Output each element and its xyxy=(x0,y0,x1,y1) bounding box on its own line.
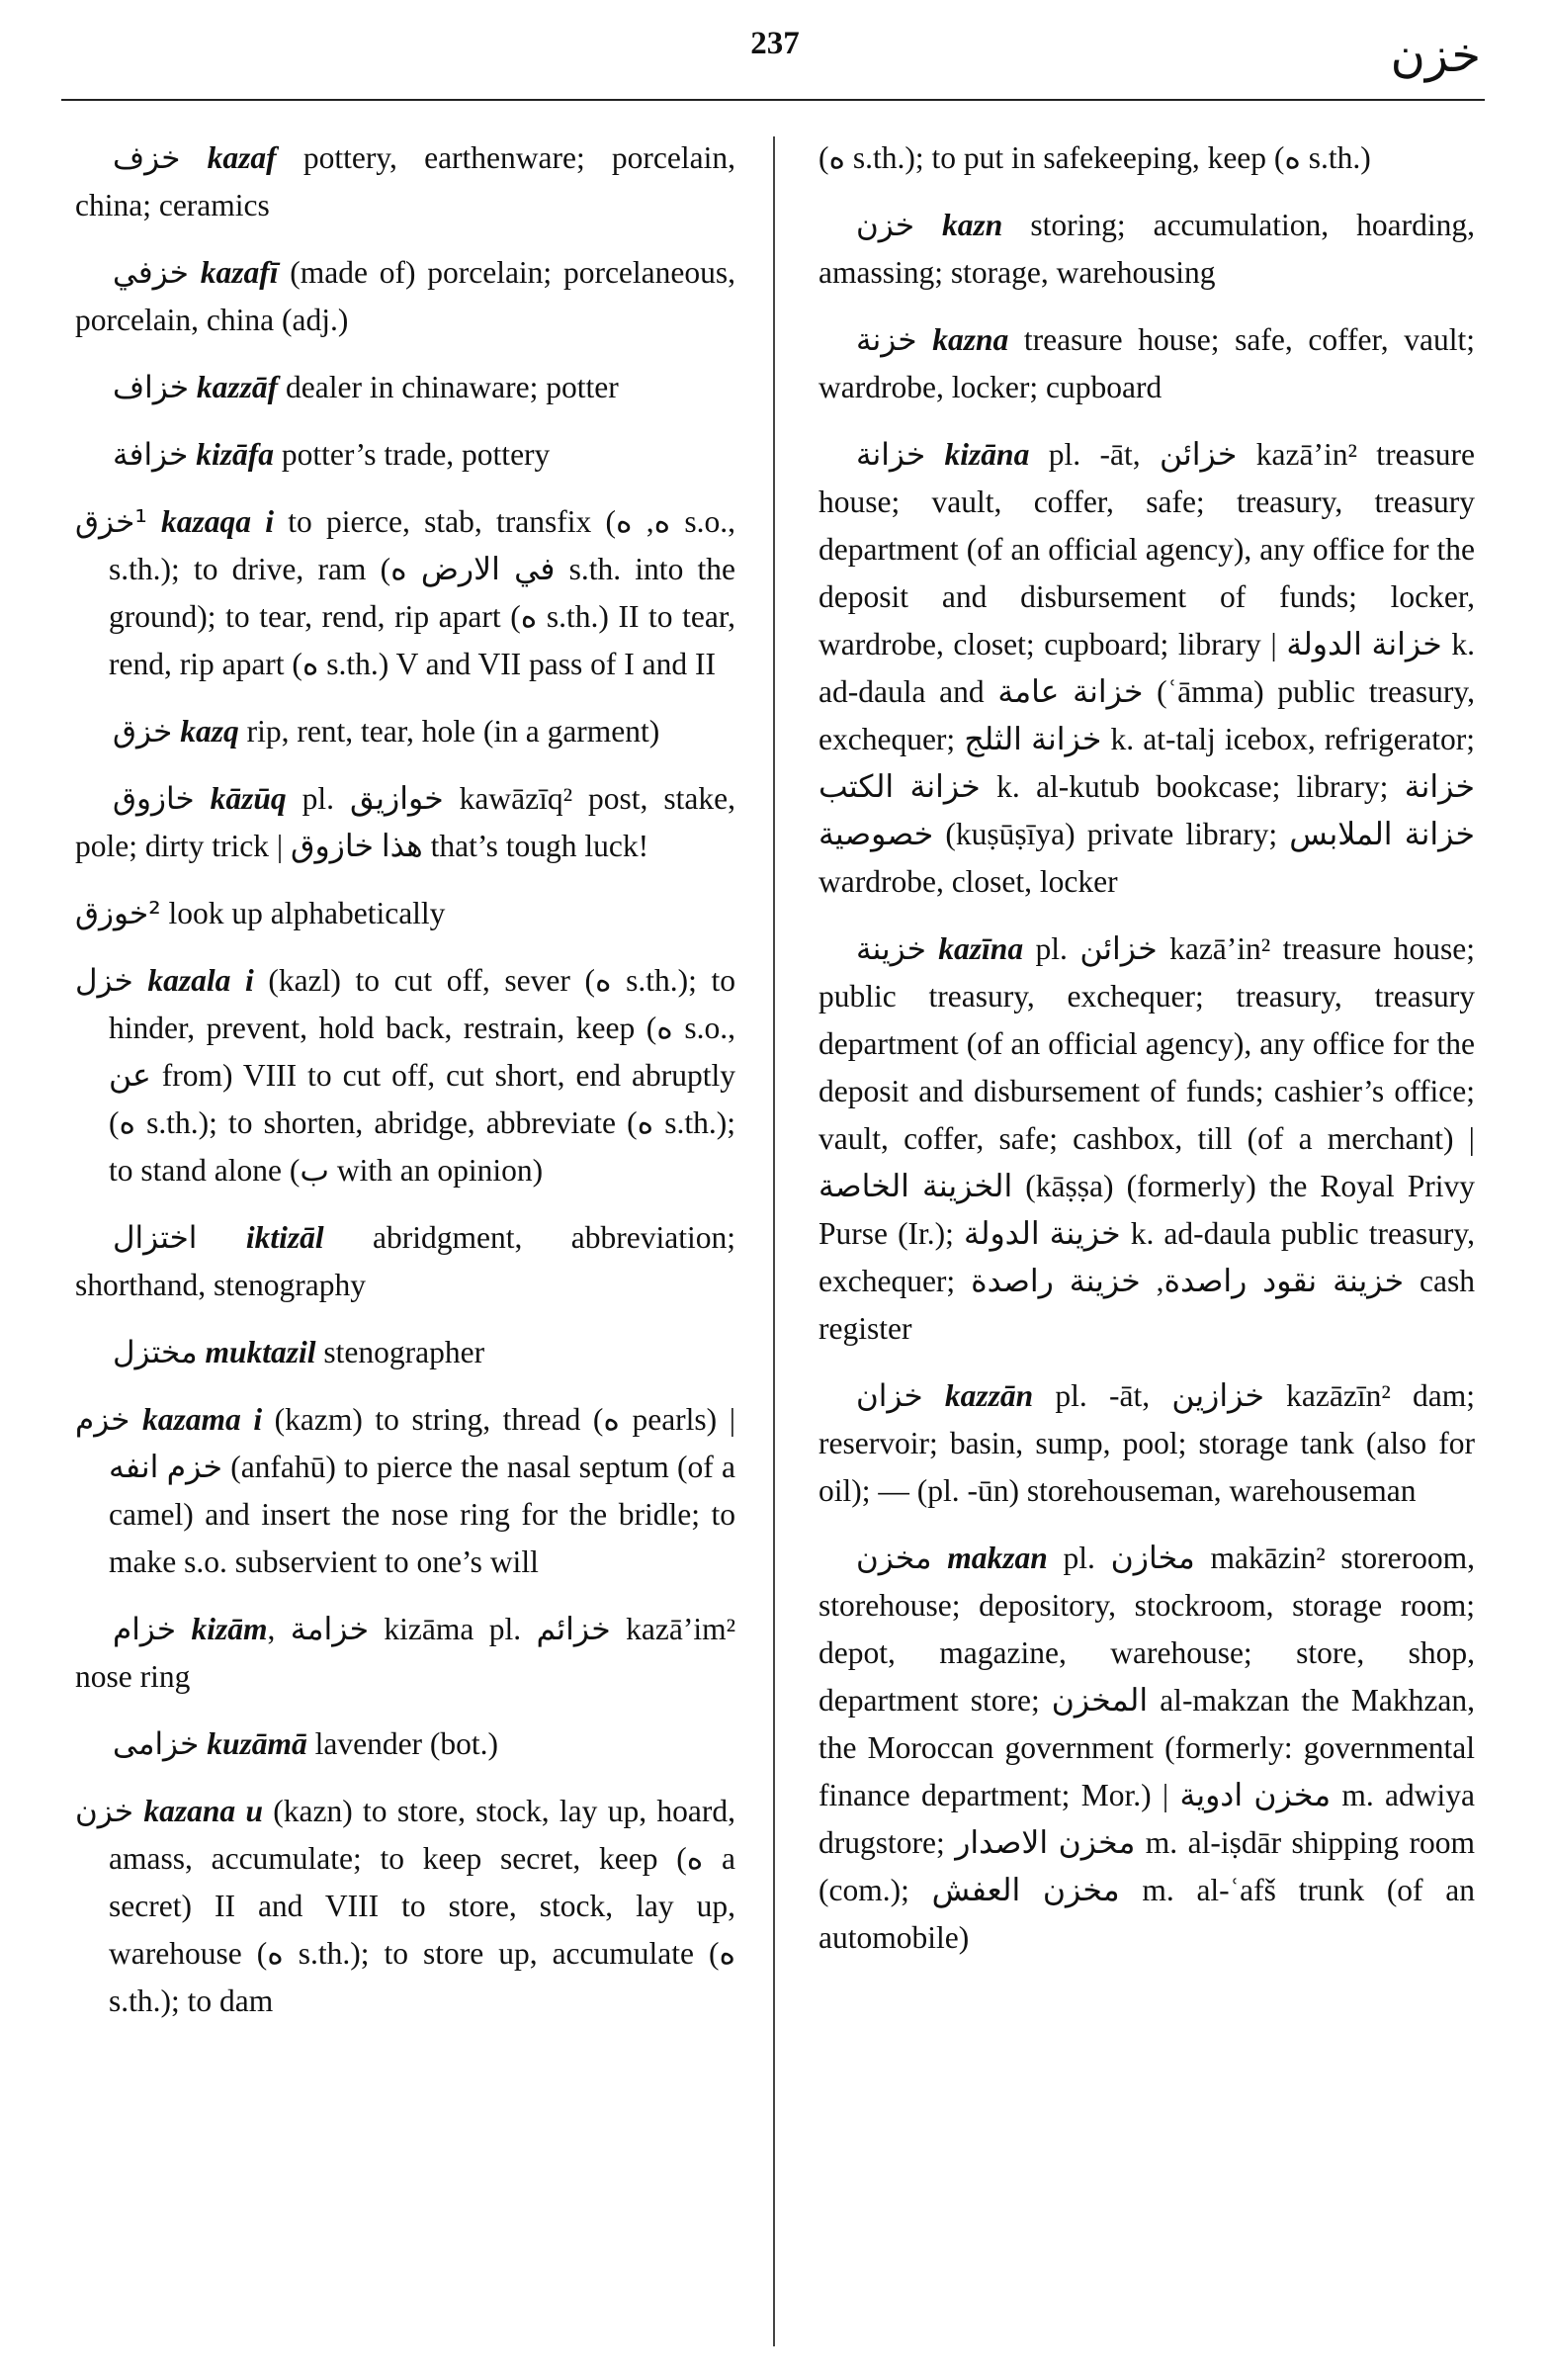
arabic-headword: خزنة xyxy=(856,322,917,358)
right-column xyxy=(818,134,1475,1982)
definition-text: treasure house; safe, coffer, vault; wardrobe, locker; cupboard xyxy=(818,322,1475,404)
arabic-headword: خزفي xyxy=(113,255,189,291)
arabic-headword: خزف xyxy=(113,140,181,176)
definition-text: storing; accumulation, hoarding, amassing; storage, warehousing xyxy=(818,208,1475,290)
arabic-headword: مختزل xyxy=(113,1335,198,1370)
transliteration: muktazil xyxy=(205,1335,316,1369)
arabic-headword: ¹خزق xyxy=(75,504,147,540)
transliteration: kāzūq xyxy=(210,781,287,816)
transliteration: kazaqa i xyxy=(161,504,275,539)
arabic-headword: مخزن xyxy=(856,1541,932,1576)
transliteration: kazn xyxy=(942,208,1003,242)
transliteration: kizām xyxy=(191,1612,268,1646)
dictionary-entry xyxy=(818,134,1475,182)
dictionary-entry xyxy=(818,316,1475,411)
definition-text: (kazn) to store, stock, lay up, hoard, amass, accumulate; to keep secret, keep (ه a secret) II and VIII to store, stock, lay up, warehouse (ه s.th.); to store up, accumulate (ه s.th.); to dam xyxy=(109,1794,736,2018)
transliteration: iktizāl xyxy=(245,1220,324,1255)
dictionary-entry xyxy=(818,1372,1475,1515)
transliteration: kazala i xyxy=(147,963,254,998)
arabic-headword: خزل xyxy=(75,963,133,999)
dictionary-entry xyxy=(75,431,735,479)
definition-text: rip, rent, tear, hole (in a garment) xyxy=(238,714,660,749)
definition-text: stenographer xyxy=(315,1335,485,1369)
dictionary-entry xyxy=(75,957,735,1194)
arabic-headword: خزافة xyxy=(113,437,189,473)
arabic-headword: خزانة xyxy=(856,437,926,473)
transliteration: kazq xyxy=(180,714,239,749)
dictionary-entry xyxy=(818,1535,1475,1962)
dictionary-entry xyxy=(75,708,735,755)
dictionary-entry xyxy=(75,1214,735,1309)
definition-text: look up alphabetically xyxy=(168,896,446,930)
arabic-headword: خزام xyxy=(113,1612,177,1647)
arabic-headword: خزم xyxy=(75,1402,130,1438)
dictionary-entry xyxy=(75,1606,735,1701)
dictionary-entry xyxy=(75,1329,735,1376)
definition-text: (ه s.th.); to put in safekeeping, keep (ه s.th.) xyxy=(818,140,1371,175)
arabic-headword: خزان xyxy=(856,1378,923,1414)
arabic-headword: ²خوزق xyxy=(75,896,161,931)
transliteration: makzan xyxy=(947,1541,1048,1575)
dictionary-entry xyxy=(75,890,735,937)
column-rule xyxy=(773,136,775,2346)
dictionary-entry xyxy=(818,202,1475,297)
dictionary-entry xyxy=(818,431,1475,906)
arabic-headword: خزينة xyxy=(856,931,926,967)
transliteration: kazaf xyxy=(207,140,277,175)
definition-text: (kazm) to string, thread (ه pearls) | خزم انفه (anfahū) to pierce the nasal septum (of a camel) and insert the nose ring for the bridle; to make s.o. subservient to one’s will xyxy=(109,1402,736,1579)
arabic-headword: خزامى xyxy=(113,1726,200,1762)
definition-text: potter’s trade, pottery xyxy=(273,437,551,472)
transliteration: kazzāf xyxy=(196,370,279,404)
header-rule xyxy=(61,99,1485,101)
definition-text: to pierce, stab, transfix (ه, ه s.o., s.th.); to drive, ram (في الارض ه s.th. into the ground); to tear, rend, rip apart (ه s.th.) II to tear, rend, rip apart (ه s.th.) V and VII pass of I and II xyxy=(109,504,736,681)
transliteration: kazafī xyxy=(200,255,279,290)
transliteration: kazīna xyxy=(938,931,1024,966)
transliteration: kizāna xyxy=(944,437,1030,472)
left-column xyxy=(75,134,735,2045)
definition-text: pl. خوازيق kawāzīq² post, stake, pole; dirty trick | هذا خازوق that’s tough luck! xyxy=(75,781,735,863)
definition-text: pl. خزائن kazā’in² treasure house; public treasury, exchequer; treasury, treasury department (of an official agency), any office for the deposit and disbursement of funds; cashier’s office; vault, coffer, safe; cashbox, till (of a merchant) | الخزينة الخاصة (kāṣṣa) (formerly) the Royal Privy Purse (Ir.); خزينة الدولة k. ad-daula public treasury, exchequer; خزينة نقود راصدة, خزينة راصدة cash register xyxy=(818,931,1475,1346)
definition-text: pottery, earthenware; porcelain, china; ceramics xyxy=(75,140,735,222)
dictionary-entry xyxy=(75,775,735,870)
page-number: 237 xyxy=(750,26,800,61)
running-head: خزن xyxy=(1390,28,1481,83)
definition-text: abridgment, abbreviation; shorthand, stenography xyxy=(75,1220,736,1302)
transliteration: kazna xyxy=(932,322,1009,357)
transliteration: kizāfa xyxy=(196,437,274,472)
definition-text: pl. مخازن makāzin² storeroom, storehouse; depository, stockroom, storage room; depot, magazine, warehouse; store, shop, department store; المخزن al-makzan the Makhzan, the Moroccan government (formerly: governmental finance department; Mor.) | مخزن ادوية m. adwiya drugstore; مخزن الاصدار m. al-iṣdār shipping room (com.); مخزن العفش m. al-ʿafš trunk (of an automobile) xyxy=(818,1541,1476,1955)
dictionary-entry xyxy=(75,1720,735,1768)
definition-text: lavender (bot.) xyxy=(306,1726,499,1761)
transliteration: kazzān xyxy=(944,1378,1034,1413)
arabic-headword: خزق xyxy=(113,714,173,749)
arabic-headword: خازوق xyxy=(113,781,195,817)
transliteration: kuzāmā xyxy=(207,1726,307,1761)
dictionary-entry xyxy=(75,1788,735,2025)
dictionary-entry xyxy=(75,134,735,229)
definition-text: (kazl) to cut off, sever (ه s.th.); to hinder, prevent, hold back, restrain, keep (ه s.o., عن from) VIII to cut off, cut short, end abruptly (ه s.th.); to shorten, abridge, abbreviate (ه s.th.); to stand alone (ب with an opinion) xyxy=(109,963,735,1188)
definition-text: (made of) porcelain; porcelaneous, porcelain, china (adj.) xyxy=(75,255,736,337)
transliteration: kazana u xyxy=(143,1794,263,1828)
arabic-headword: خزن xyxy=(856,208,915,243)
dictionary-entry xyxy=(75,1396,735,1586)
dictionary-entry xyxy=(75,498,735,688)
arabic-headword: خزاف xyxy=(113,370,190,405)
definition-text: , خزامة kizāma pl. خزائم kazā’im² nose ring xyxy=(75,1612,736,1694)
definition-text: pl. -āt, خزازين kazāzīn² dam; reservoir; basin, sump, pool; storage tank (also for oil); — (pl. -ūn) storehouseman, warehouseman xyxy=(818,1378,1475,1508)
arabic-headword: اختزال xyxy=(113,1220,198,1256)
dictionary-entry xyxy=(75,364,735,411)
definition-text: pl. -āt, خزائن kazā’in² treasure house; vault, coffer, safe; treasury, treasury department (of an official agency), any office for the deposit and disbursement of funds; locker, wardrobe, closet; cupboard; library | خزانة الدولة k. ad-daula and خزانة عامة (ʿāmma) public treasury, exchequer; خزانة الثلج k. at-talj icebox, refrigerator; خزانة الكتب k. al-kutub bookcase; library; خزانة خصوصية (kuṣūṣīya) private library; خزانة الملابس wardrobe, closet, locker xyxy=(818,437,1476,899)
transliteration: kazama i xyxy=(142,1402,263,1437)
arabic-headword: خزن xyxy=(75,1794,134,1829)
definition-text: dealer in chinaware; potter xyxy=(278,370,619,404)
dictionary-entry xyxy=(75,249,735,344)
dictionary-entry xyxy=(818,926,1475,1353)
